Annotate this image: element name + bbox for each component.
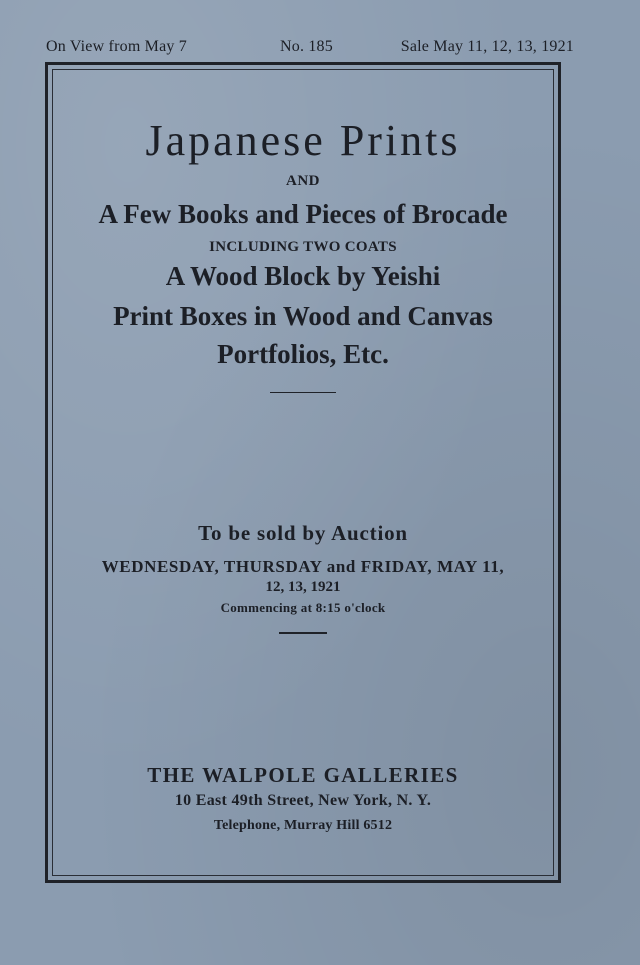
gallery-name: THE WALPOLE GALLERIES — [147, 763, 459, 787]
auction-days: WEDNESDAY, THURSDAY and FRIDAY, MAY 11, — [101, 557, 505, 576]
divider-rule — [270, 392, 336, 393]
inner-border — [52, 69, 554, 876]
on-view-date: On View from May 7 — [46, 38, 187, 55]
catalog-number: No. 185 — [280, 38, 333, 55]
subtitle-books-brocade: A Few Books and Pieces of Brocade — [98, 199, 508, 229]
subtitle-portfolios: Portfolios, Etc. — [217, 339, 389, 369]
main-title: Japanese Prints — [145, 116, 461, 165]
divider-rule — [279, 632, 327, 634]
commencing-time: Commencing at 8:15 o'clock — [220, 600, 386, 615]
subtitle-print-boxes: Print Boxes in Wood and Canvas — [113, 301, 493, 331]
auction-heading: To be sold by Auction — [198, 521, 408, 545]
auction-dates: 12, 13, 1921 — [265, 579, 341, 595]
subtitle-wood-block: A Wood Block by Yeishi — [165, 261, 441, 291]
header-line — [46, 38, 574, 58]
and-label: AND — [286, 173, 320, 189]
including-coats: INCLUDING TWO COATS — [209, 239, 397, 255]
sale-dates: Sale May 11, 12, 13, 1921 — [400, 38, 574, 55]
gallery-telephone: Telephone, Murray Hill 6512 — [213, 818, 393, 833]
gallery-address: 10 East 49th Street, New York, N. Y. — [174, 792, 432, 809]
border-frame — [45, 62, 561, 883]
